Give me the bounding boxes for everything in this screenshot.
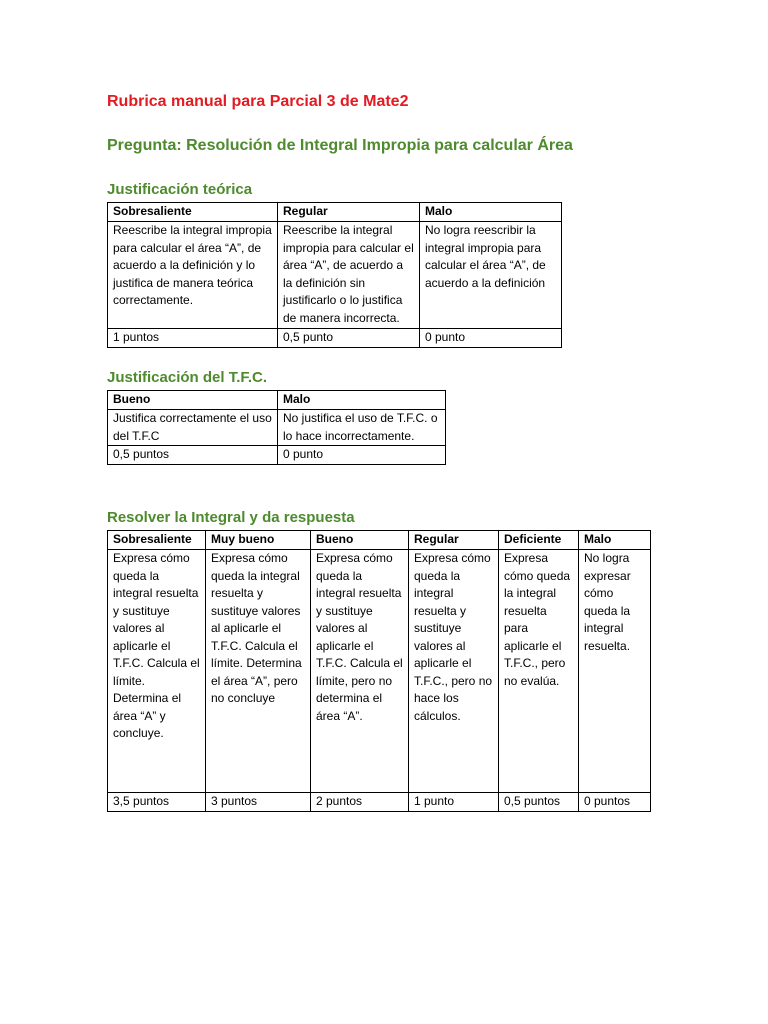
points-cell: 2 puntos: [311, 793, 409, 812]
criterion-description: Justifica correctamente el uso del T.F.C: [108, 410, 278, 446]
points-cell: 1 puntos: [108, 329, 278, 348]
table-header-row: [108, 531, 651, 550]
table-header-row: [108, 391, 446, 410]
points-cell: 0 punto: [278, 446, 446, 465]
section-heading-justificacion-teorica: Justificación teórica: [107, 181, 253, 198]
column-header: Deficiente: [499, 531, 579, 550]
column-header: Muy bueno: [206, 531, 311, 550]
points-cell: 3 puntos: [206, 793, 311, 812]
rubric-table-justificacion-tfc: [107, 390, 446, 465]
section-heading-resolver-integral: Resolver la Integral y da respuesta: [107, 509, 355, 526]
table-row-descriptions: [108, 222, 562, 329]
criterion-description: Expresa cómo queda la integral resuelta para aplicarle el T.F.C., pero no evalúa.: [499, 550, 579, 793]
column-header: Bueno: [311, 531, 409, 550]
column-header: Regular: [278, 203, 420, 222]
criterion-description: No justifica el uso de T.F.C. o lo hace incorrectamente.: [278, 410, 446, 446]
question-heading: Pregunta: Resolución de Integral Impropia para calcular Área: [107, 137, 573, 154]
points-cell: 1 punto: [409, 793, 499, 812]
document-title: Rubrica manual para Parcial 3 de Mate2: [107, 93, 409, 110]
table-header-row: [108, 203, 562, 222]
points-cell: 0,5 puntos: [108, 446, 278, 465]
points-cell: 3,5 puntos: [108, 793, 206, 812]
table-row-points: [108, 446, 446, 465]
criterion-description: No logra reescribir la integral impropia para calcular el área “A”, de acuerdo a la definición: [420, 222, 562, 329]
section-heading-justificacion-tfc: Justificación del T.F.C.: [107, 369, 268, 386]
rubric-table-resolver-integral: [107, 530, 651, 812]
points-cell: 0 puntos: [579, 793, 651, 812]
criterion-description: Expresa cómo queda la integral resuelta y sustituye valores al aplicarle el T.F.C. Calcula el límite. Determina el área “A” y concluye.: [108, 550, 206, 793]
column-header: Malo: [278, 391, 446, 410]
column-header: Malo: [420, 203, 562, 222]
criterion-description: No logra expresar cómo queda la integral resuelta.: [579, 550, 651, 793]
criterion-description: Reescribe la integral impropia para calcular el área “A”, de acuerdo a la definición sin justificarlo o lo justifica de manera incorrecta.: [278, 222, 420, 329]
table-row-points: [108, 329, 562, 348]
table-row-descriptions: [108, 550, 651, 793]
points-cell: 0,5 puntos: [499, 793, 579, 812]
criterion-description: Expresa cómo queda la integral resuelta y sustituye valores al aplicarle el T.F.C. Calcula el límite, pero no determina el área “A”.: [311, 550, 409, 793]
points-cell: 0,5 punto: [278, 329, 420, 348]
criterion-description: Expresa cómo queda la integral resuelta y sustituye valores al aplicarle el T.F.C. Calcula el límite. Determina el área “A”, pero no concluye: [206, 550, 311, 793]
column-header: Malo: [579, 531, 651, 550]
rubric-table-justificacion-teorica: [107, 202, 562, 348]
criterion-description: Expresa cómo queda la integral resuelta y sustituye valores al aplicarle el T.F.C., pero no hace los cálculos.: [409, 550, 499, 793]
points-cell: 0 punto: [420, 329, 562, 348]
column-header: Sobresaliente: [108, 531, 206, 550]
table-row-descriptions: [108, 410, 446, 446]
column-header: Sobresaliente: [108, 203, 278, 222]
table-row-points: [108, 793, 651, 812]
column-header: Bueno: [108, 391, 278, 410]
column-header: Regular: [409, 531, 499, 550]
criterion-description: Reescribe la integral impropia para calcular el área “A”, de acuerdo a la definición y lo justifica de manera teórica correctamente.: [108, 222, 278, 329]
